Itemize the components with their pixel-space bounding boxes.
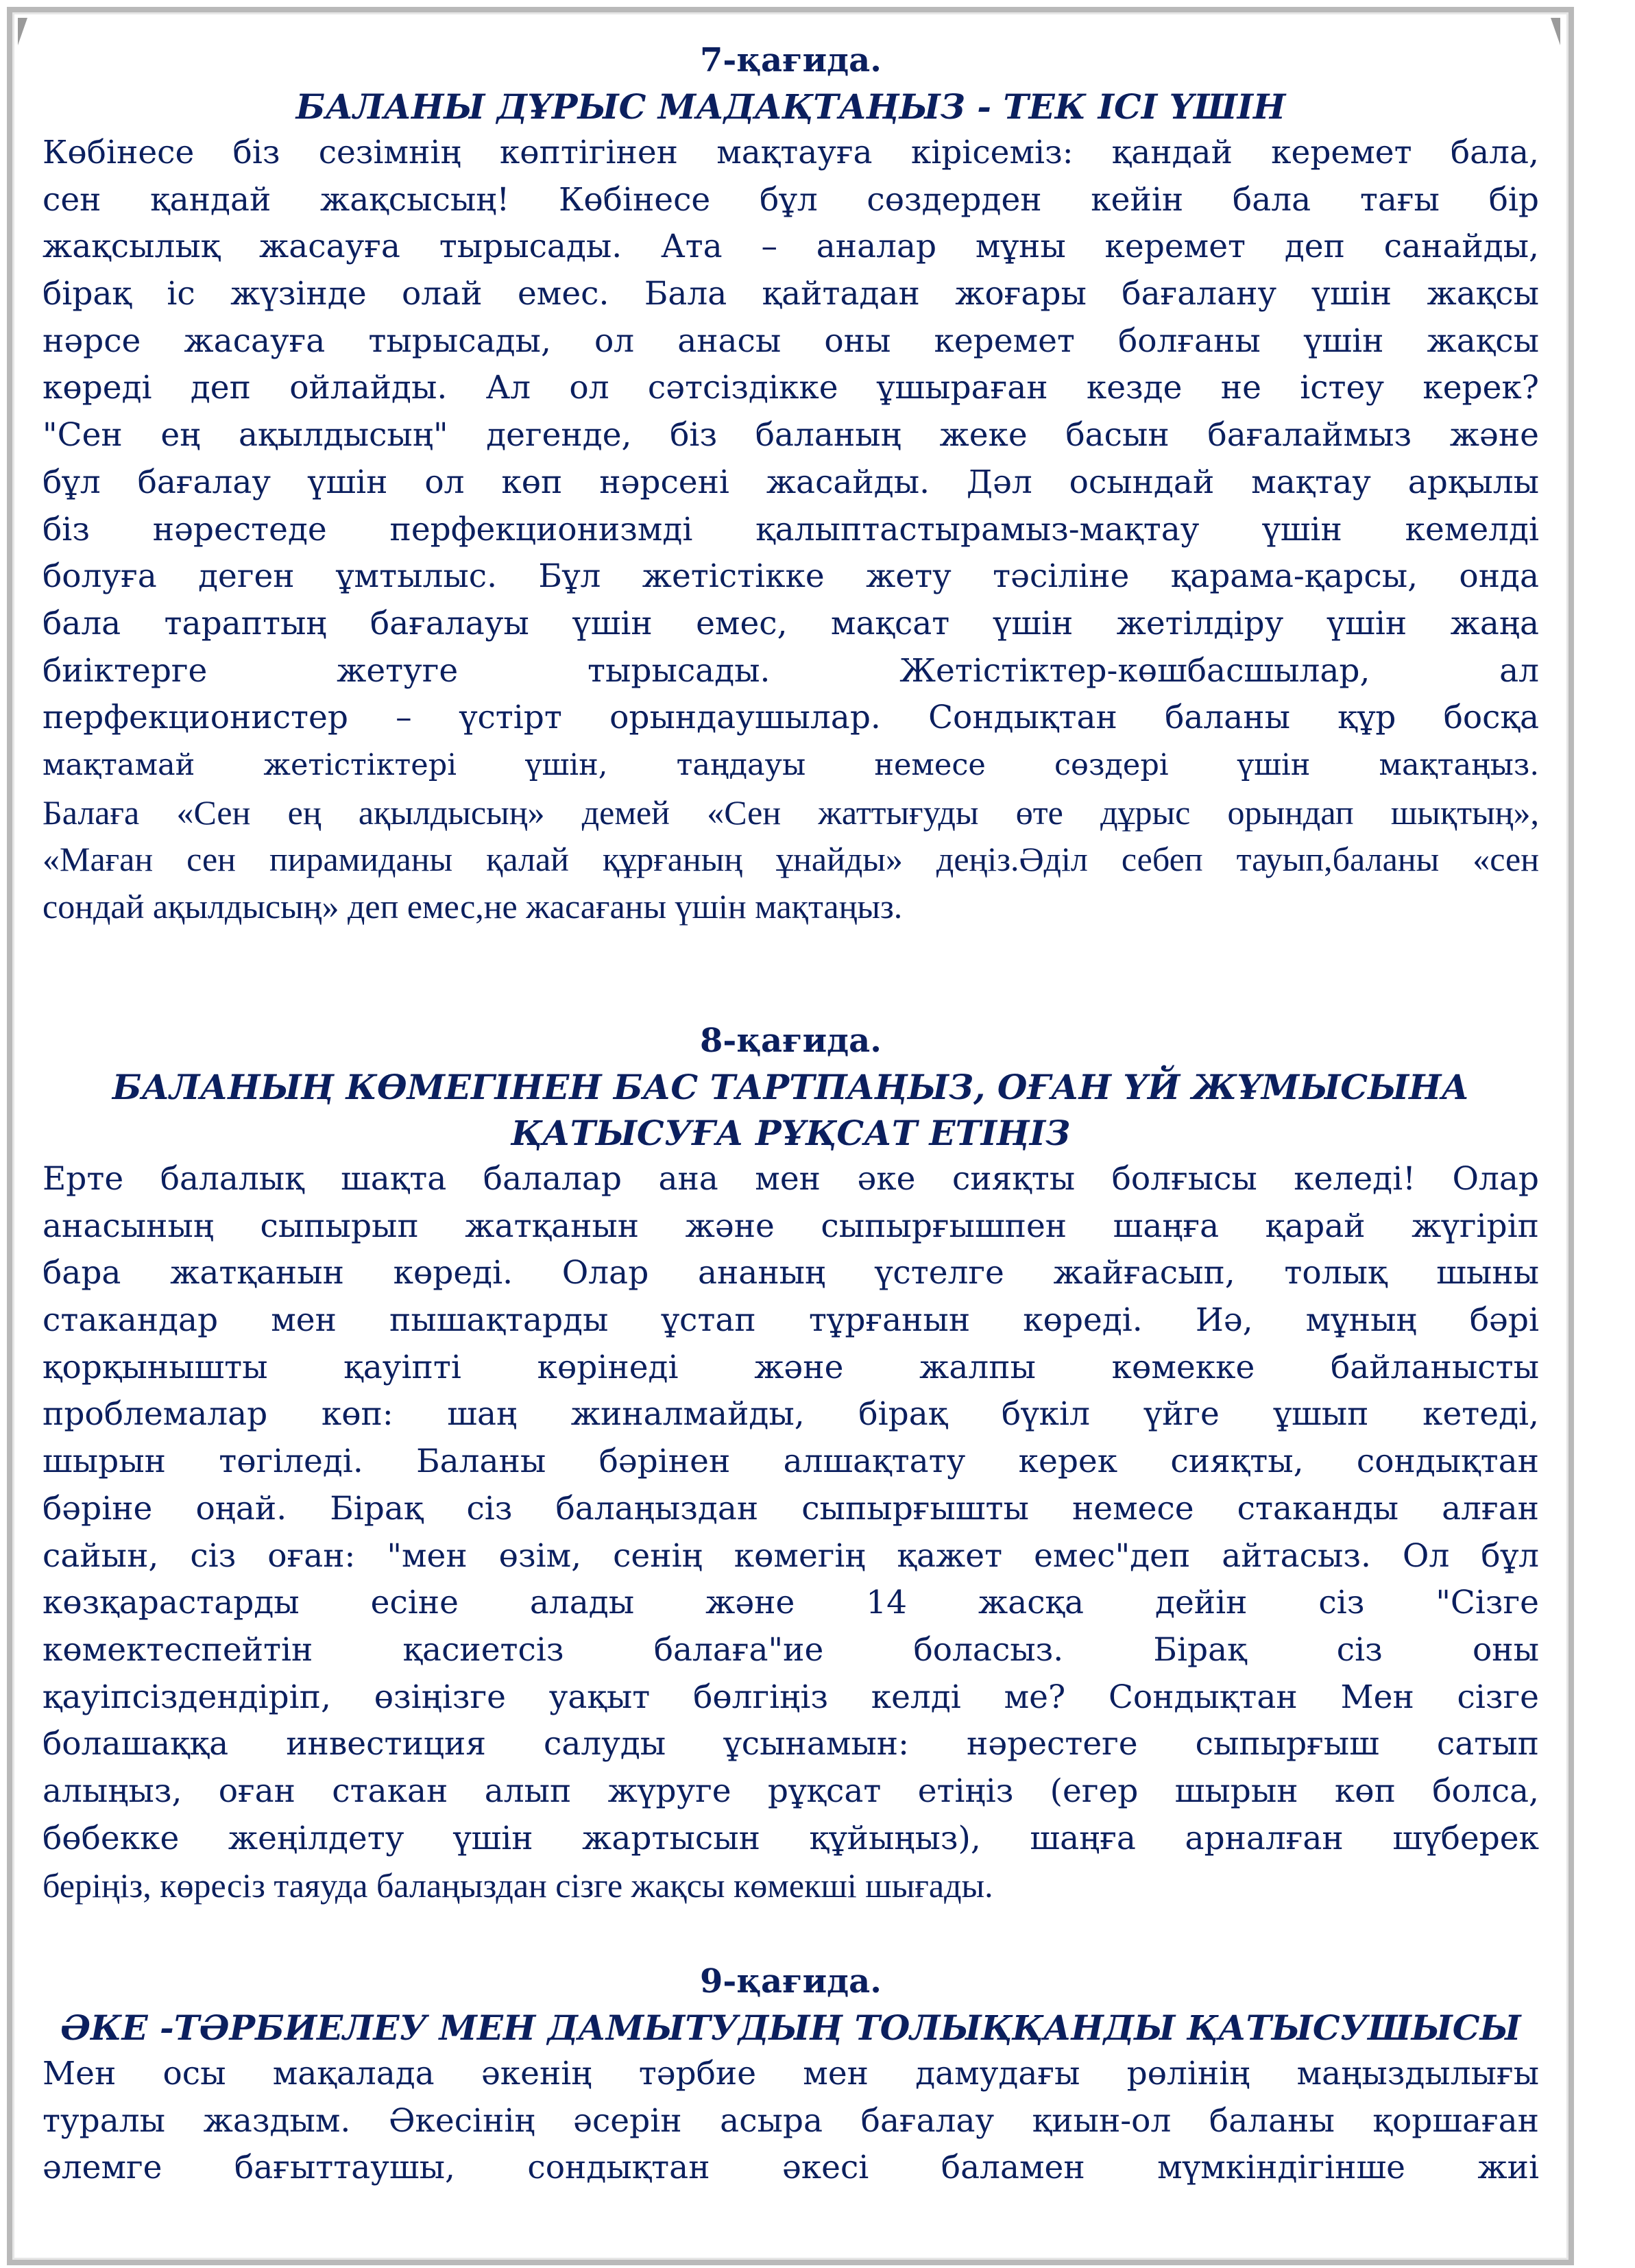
- paragraph-line: «Маған сен пирамиданы қалай құрғаның ұнайды» деңіз.Әділ себеп тауып,баланы «сен: [43, 840, 1539, 879]
- paragraph-line: қауіпсіздендіріп, өзіңізге уақыт бөлгіңіз келді ме? Сондықтан Мен сізге: [43, 1678, 1539, 1716]
- paragraph-line: жақсылық жасауға тырысады. Ата – аналар мұны керемет деп санайды,: [43, 228, 1539, 266]
- paragraph-line: бұл бағалау үшін ол көп нәрсені жасайды. Дәл осындай мақтау арқылы: [43, 463, 1539, 501]
- paragraph-line: қорқынышты қауіпті көрінеді және жалпы көмекке байланысты: [43, 1348, 1539, 1386]
- paragraph-line: "Сен ең ақылдысың" дегенде, біз баланың жеке басын бағалаймыз және: [43, 416, 1539, 455]
- paragraph-line: көреді деп ойлайды. Ал ол сәтсіздікке ұшыраған кезде не істеу керек?: [43, 369, 1539, 407]
- paragraph-line: шырын төгіледі. Баланы бәрінен алшақтату керек сияқты, сондықтан: [43, 1443, 1539, 1481]
- rule-number: 7-қағида.: [700, 41, 882, 80]
- paragraph-line: проблемалар көп: шаң жиналмайды, бірақ бүкіл үйге ұшып кетеді,: [43, 1395, 1539, 1434]
- paragraph-line: биіктерге жетуге тырысады. Жетістіктер-көшбасшылар, ал: [43, 651, 1539, 690]
- rule-title: ҚАТЫСУҒА РҰҚСАТ ЕТІҢІЗ: [511, 1113, 1071, 1153]
- paragraph-line: туралы жаздым. Әкесінің әсерін асыра бағалау қиын-ол баланы қоршаған: [43, 2101, 1539, 2140]
- paragraph-line: сен қандай жақсысың! Көбінесе бұл сөздерден кейін бала тағы бір: [43, 180, 1539, 219]
- paragraph-line: көмектеспейтін қасиетсіз балаға"ие боласыз. Бірақ сіз оны: [43, 1630, 1539, 1669]
- rule-title: БАЛАНЫҢ КӨМЕГІНЕН БАС ТАРТПАҢЫЗ, ОҒАН ҮЙ ЖҰМЫСЫНА: [112, 1067, 1470, 1107]
- paragraph-line: перфекционистер – үстірт орындаушылар. Сондықтан баланы құр босқа: [43, 699, 1539, 737]
- paragraph-line: Ерте балалық шақта балалар ана мен әке сияқты болғысы келеді! Олар: [43, 1160, 1539, 1198]
- paragraph-line: сайын, сіз оған: "мен өзім, сенің көмегің қажет емес"деп айтасыз. Ол бұл: [43, 1536, 1539, 1575]
- paragraph-line: мақтамай жетістіктері үшін, таңдауы немесе сөздері үшін мақтаңыз.: [43, 747, 1539, 782]
- rule-7-section: [43, 38, 1539, 930]
- rule-number: 8-қағида.: [700, 1022, 882, 1060]
- paragraph-line: алыңыз, оған стакан алып жүруге рұқсат етіңіз (егер шырын көп болса,: [43, 1772, 1539, 1810]
- paragraph-line: сондай ақылдысың» деп емес,не жасағаны үшін мақтаңыз.: [43, 887, 903, 926]
- rule-title: БАЛАНЫ ДҰРЫС МАДАҚТАҢЫЗ - ТЕК ІСІ ҮШІН: [295, 86, 1286, 127]
- corner-ornament: [1551, 18, 1560, 45]
- paragraph-line: көзқарастарды есіне алады және 14 жасқа дейін сіз "Сізге: [43, 1584, 1539, 1622]
- paragraph-line: бара жатқанын көреді. Олар ананың үстелге жайғасып, толық шыны: [43, 1254, 1539, 1292]
- paragraph-line: әлемге бағыттаушы, сондықтан әкесі баламен мүмкіндігінше жиі: [43, 2149, 1539, 2187]
- paragraph-line: Көбінесе біз сезімнің көптігінен мақтауға кірісеміз: қандай керемет бала,: [43, 134, 1539, 171]
- rule-title: ӘКЕ -ТӘРБИЕЛЕУ МЕН ДАМЫТУДЫҢ ТОЛЫҚҚАНДЫ ҚАТЫСУШЫСЫ: [60, 2007, 1521, 2048]
- rule-8-section: [43, 1018, 1539, 1909]
- paragraph-line: бөбекке жеңілдету үшін жартысын құйыңыз), шаңға арналған шүберек: [43, 1819, 1539, 1857]
- rule-9-section: [43, 1959, 1539, 2192]
- paragraph-line: бірақ іс жүзінде олай емес. Бала қайтадан жоғары бағалану үшін жақсы: [43, 275, 1539, 313]
- paragraph-line: стакандар мен пышақтарды ұстап тұрғанын көреді. Иә, мұның бәрі: [43, 1301, 1539, 1340]
- paragraph-line: нәрсе жасауға тырысады, ол анасы оны керемет болғаны үшін жақсы: [43, 322, 1539, 360]
- corner-ornament: [18, 18, 27, 45]
- paragraph-line: біз нәрестеде перфекционизмді қалыптастырамыз-мақтау үшін кемелді: [43, 510, 1539, 548]
- rule-number: 9-қағида.: [700, 1962, 882, 2001]
- paragraph-line: анасының сыпырып жатқанын және сыпырғышпен шаңға қарай жүгіріп: [43, 1207, 1539, 1245]
- paragraph-line: бала тараптың бағалауы үшін емес, мақсат үшін жетілдіру үшін жаңа: [43, 604, 1539, 642]
- paragraph-line: беріңіз, көресіз таяуда балаңыздан сізге жақсы көмекші шығады.: [43, 1866, 993, 1905]
- paragraph-line: болашаққа инвестиция салуды ұсынамын: нәрестеге сыпырғыш сатып: [43, 1725, 1539, 1763]
- paragraph-line: болуға деген ұмтылыс. Бұл жетістікке жету тәсіліне қарама-қарсы, онда: [43, 557, 1539, 596]
- paragraph-line: бәріне оңай. Бірақ сіз балаңыздан сыпырғышты немесе стаканды алған: [43, 1489, 1539, 1528]
- paragraph-line: Мен осы мақалада әкенің тәрбие мен дамудағы рөлінің маңыздылығы: [43, 2055, 1539, 2092]
- paragraph-line: Балаға «Сен ең ақылдысың» демей «Сен жаттығуды өте дұрыс орындап шықтың»,: [43, 793, 1539, 832]
